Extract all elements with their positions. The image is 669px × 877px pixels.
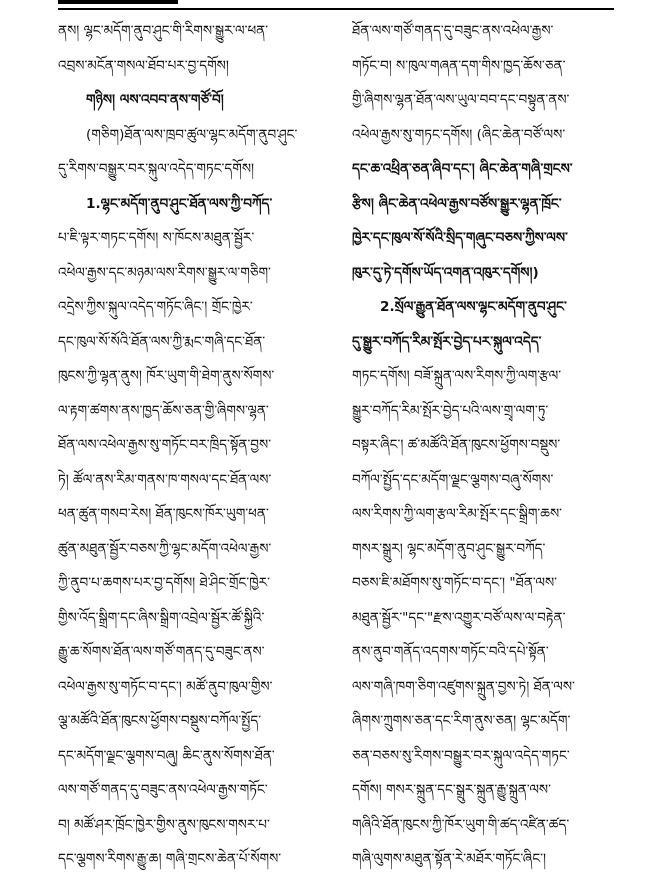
text-line: 1.ལྷང་མདོག་ནུབ་ཤུང་ཐོན་ལས་ཀྱི་བཀོད་ — [86, 195, 273, 212]
text-line: ལས་རིགས་ཀྱི་ལག་རྩལ་རིམ་སྤོར་དང་སྒྲིག་ཆས་ — [352, 506, 562, 522]
text-line: དང་ལྕགས་རིགས་རྒྱུ་ཆ། གཞི་གྲངས་ཆེན་པོ་སོགས་ — [58, 851, 282, 867]
text-line: གཞིའི་ཐོན་ཁུངས་ཀྱི་ཁོར་ཡུག་གི་ཚད་འཛིན་ཚད་ — [352, 816, 570, 833]
text-line: པ་ཇི་ལྟར་གཏང་དགོས། ས་ཁོངས་མཐུན་སྦྱོར་ — [58, 230, 255, 246]
text-line: བ། མཚོ་ཤར་ཁྲོང་ཁྱེར་གྱིས་ནུས་ཁུངས་གསར་པ་ — [58, 816, 270, 833]
text-line: (གཅིག)ཐོན་ལས་ཁྲབ་ཚུལ་ལྷང་མདོག་ནུབ་ཤུང་ — [86, 126, 298, 143]
text-line: གྱི་ཞིགས་ལྷན་ཐོན་ལས་ཡུལ་བབ་དང་བསྟུན་ནས་ — [352, 92, 570, 108]
text-line: ཏེ། ཚོལ་ནས་རིམ་གནས་ཁ་གསལ་དང་ཐོན་ལས་ — [58, 471, 272, 488]
text-line: ནས་ནུབ་གནོད་འདགས་གཏོང་བའི་དཔེ་སྟོན་ — [352, 644, 549, 660]
header-rule — [58, 0, 614, 14]
text-line: དང་ཆ་འཕྲིན་ཅན་ཞིབ་དང་། ཞིང་ཆེན་གཞི་གྲངས་ — [352, 161, 573, 177]
text-line: གསར་སྒྲུར། ལྷང་མདོག་ནུབ་ཤུང་སྒྱུར་བཀོད་ — [352, 540, 546, 557]
text-line: ཀྱི་ནུབ་པ་ཆགས་པར་བྱ་དགོས། ཐེ་ཤིང་གྲོང་ཁྱེར་ — [58, 575, 270, 591]
text-line: གྱིས་འོད་སྒྲིག་དང་ཞིས་སྒྲིག་འབྲེལ་སྦྱོར་ཚོ་སྐྱིའི་ — [58, 609, 265, 626]
text-line: རྒྱུ་ཆ་སོགས་ཐོན་ལས་གཙོ་གནད་དུ་བཟུང་ནས་ — [58, 644, 265, 660]
text-line: འབྲས་མངོན་གསལ་ཐོབ་པར་བྱ་དགོས། — [58, 57, 229, 74]
text-line: ཁུངས་ཀྱི་ལྷན་ནུས། ཁོར་ཡུག་གི་ཐེག་ནུས་སོགས་ — [58, 368, 275, 384]
text-line: འཕེལ་རྒྱས་དང་མཉམ་ལས་རིགས་སྒྱུར་ལ་གཅིག་ — [58, 264, 271, 281]
text-line: ཕན་ཚུན་གསབ་རེས། ཐོན་ཁུངས་ཁོར་ཡུག་ཕན་ — [58, 506, 269, 522]
text-line: དགོས། གསར་སྐྲུན་དང་སྒྲུར་སྐྲུན་རྒྱུ་སྐྲུན་ལས་ — [352, 782, 551, 798]
right-text-column — [352, 14, 614, 877]
header-line — [58, 8, 614, 10]
text-line: མཐུན་སྦྱོར་"དང་"རྫས་འགྱུར་བཙོ་ལས་ལ་བརྟེན་ — [352, 609, 566, 626]
text-line: ཐོན་ལས་འཕེལ་རྒྱས་སུ་གཏོང་བར་ཁྲིད་སྟོན་བྱས་ — [58, 437, 272, 453]
text-line: གཉིས། ལས་འབབ་ནས་གཙོ་བོ། — [86, 92, 224, 108]
text-line: ཅན་བཅས་སུ་རིགས་བསྒྱུར་བར་སྐུལ་འདེད་གཏང་ — [352, 747, 570, 764]
text-line: ལས་གཞི་ཁག་ཅིག་འཛུགས་སྐྲུན་བྱས་ཏེ། ཐོན་ལས་ — [352, 678, 575, 695]
text-line: ཚུན་མཐུན་སྦྱོར་བཅས་ཀྱི་ལྷང་མདོག་འཕེལ་རྒྱས་ — [58, 540, 272, 557]
text-line: དང་མདོག་ལྗང་ལྕགས་བཞུ། ཆིང་ནུས་སོགས་ཐོན་ — [58, 747, 275, 764]
text-line: ལ་རྟག་ཚགས་ནས་ཁྱད་ཆོས་ཅན་གྱི་ཞིགས་ལྷན་ — [58, 402, 269, 419]
text-line: བཀོལ་སྤྱོད་དང་མདོག་ལྗང་ལྕགས་བཞུ་སོགས་ — [352, 471, 554, 488]
text-line: གཞི་ལུགས་མཐུན་སྟོན་རེ་མཐོར་གཏོང་ཞིང་། — [352, 851, 547, 867]
text-line: 2.སྲོལ་རྒྱུན་ཐོན་ལས་ལྷང་མདོག་ནུབ་ཤུང་ — [380, 299, 567, 315]
text-line: འཕེལ་རྒྱས་སུ་གཏང་དགོས། (ཞིང་ཆེན་བཙོ་ལས་ — [352, 126, 566, 143]
text-line: ནས། ལྷང་མདོག་ནུབ་ཤུང་གི་རིགས་སྒྱུར་ལ་ཕན་ — [58, 23, 269, 39]
text-line: གཏོང་བ། ས་ཁུལ་གཞན་དག་གིས་ཁྱད་ཆོས་ཅན་ — [352, 57, 566, 74]
text-line: དུ་རིགས་བསྒྱུར་བར་སྐུལ་འདེད་གཏང་དགོས། — [58, 161, 255, 177]
header-strip — [58, 0, 178, 4]
text-line: ཐོན་ལས་གཙོ་གནད་དུ་བཟུང་ནས་འཕེལ་རྒྱས་ — [352, 23, 554, 39]
text-line: བསྟར་ཞིང་། ཚ་མཚོའི་ཐོན་ཁུངས་ཕྱོགས་བསྡུས་ — [352, 437, 561, 453]
text-line: ལྕ་མཚོའི་ཐོན་ཁུངས་ཕྱོགས་བསྡུས་བཀོལ་སྤྱོད་ — [58, 713, 262, 729]
text-line: འཕེལ་རྒྱས་སུ་གཏོང་བ་དང་། མཚོ་ནུབ་ཁུལ་གྱིས་ — [58, 678, 273, 695]
text-line: ལས་གཙོ་གནད་དུ་བཟུང་ནས་འཕེལ་རྒྱས་གཏོང་ — [58, 782, 268, 798]
text-line: བཅས་ཇི་མཐོགས་སུ་གཏོང་བ་དང་། "ཐོན་ལས་ — [352, 575, 557, 591]
text-line: གཏང་དགོས། བཟོ་སྐྲུན་ལས་རིགས་ཀྱི་ལག་རྩལ་ — [352, 368, 562, 384]
text-line: རྩིས། ཞིང་ཆེན་འཕེལ་རྒྱས་བཙོས་སྒྱུར་ལྷན་ཁྲོང་ — [352, 195, 562, 212]
left-text-column — [58, 14, 320, 877]
text-line: ཁུར་དུ་ཏེ་དགོས་ཡོད་འགན་འཁུར་དགོས།) — [352, 264, 539, 281]
text-line: ཁྱེར་དང་ཁུལ་སོ་སོའི་སྲིད་གཞུང་བཅས་ཀྱིས་ལས་ — [352, 230, 568, 246]
text-line: ཞིགས་ཀྲུགས་ཅན་དང་རིག་ནུས་ཅན། ལྷང་མདོག་ — [352, 713, 571, 729]
text-line: དུ་སྒྱུར་བཀོད་རིམ་སྤོར་བྱེད་པར་སྐུལ་འདེད་ — [352, 333, 542, 350]
text-line: འདྲེས་ཀྱིས་སྐུལ་འདེད་གཏོང་ཞིང་། གྲོང་ཁྱེར་ — [58, 299, 253, 315]
text-line: སྒྱུར་བཀོད་རིམ་སྤོར་བྱེད་པའི་ལས་གྲྭ་ལག་ཏུ་ — [352, 402, 549, 419]
text-line: དང་ཁུལ་སོ་སོའི་ཐོན་ལས་ཀྱི་རྨང་གཞི་དང་ཐོན་ — [58, 333, 266, 350]
